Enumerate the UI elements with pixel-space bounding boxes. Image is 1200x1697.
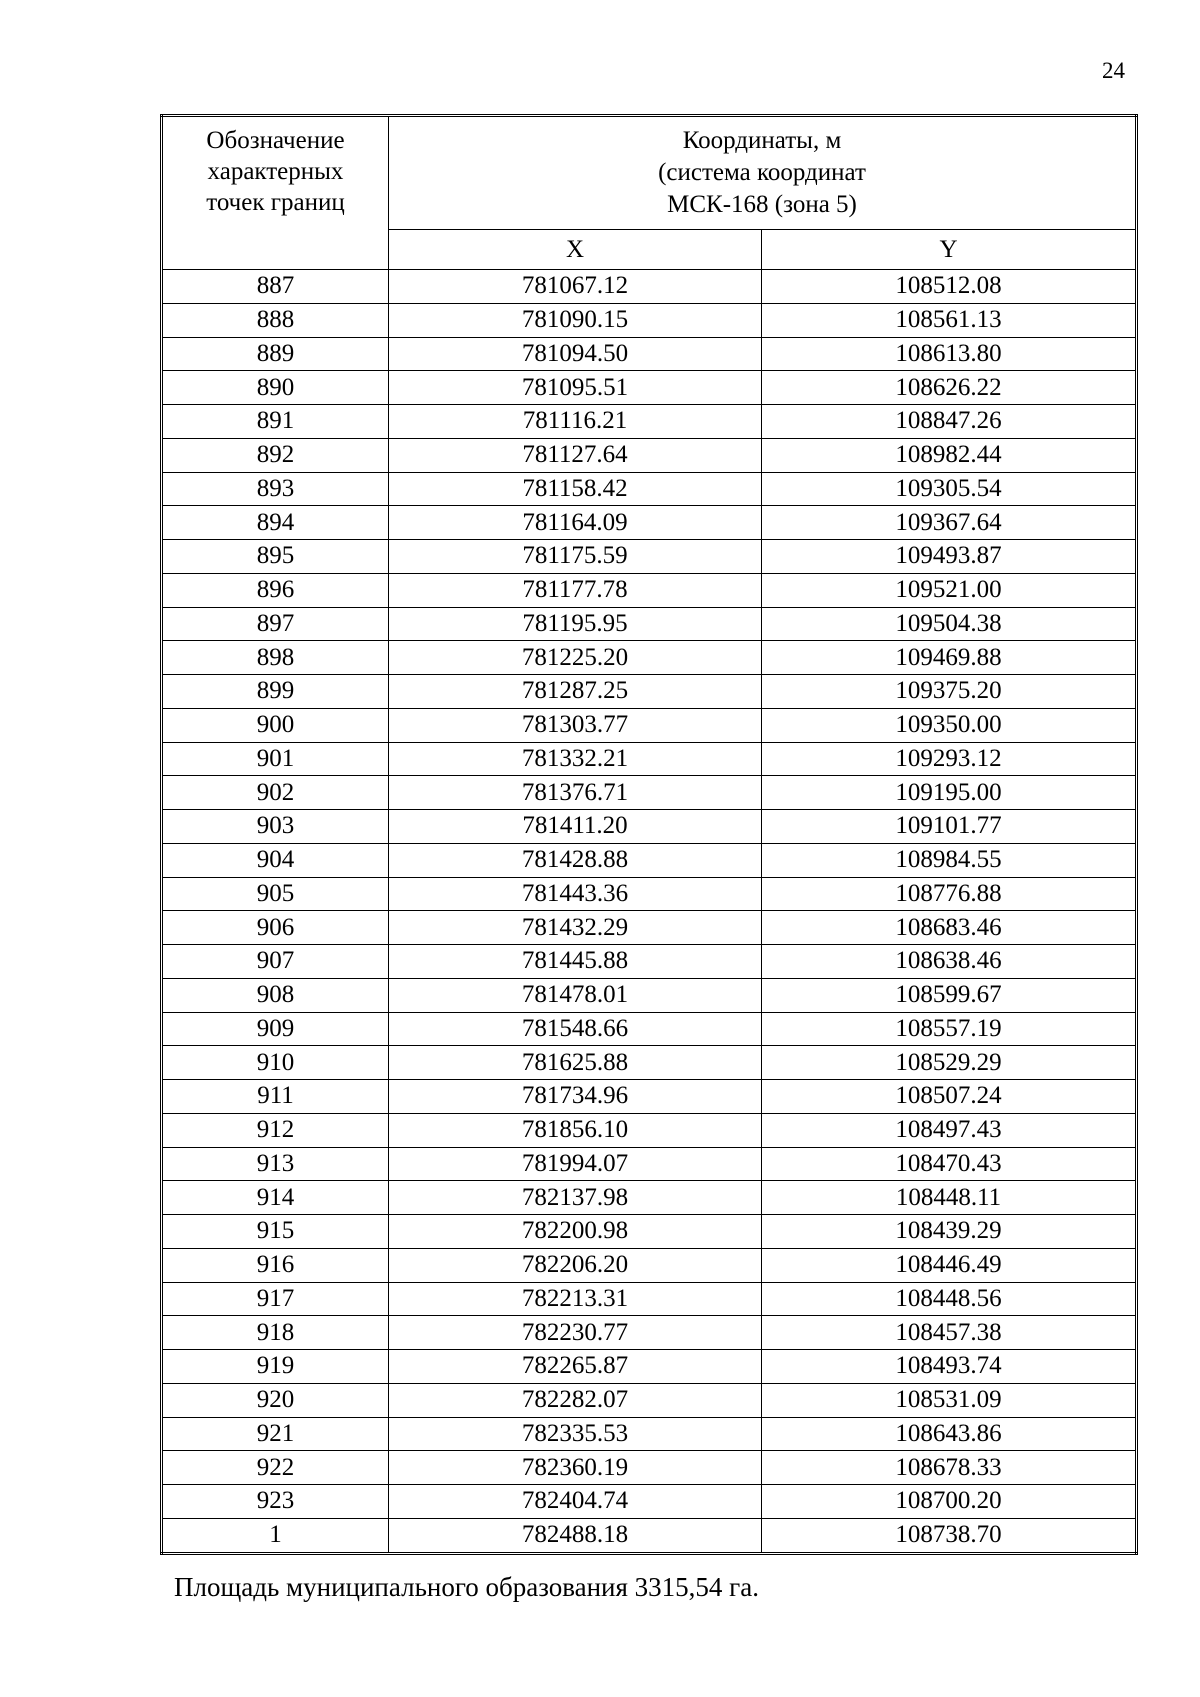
y-coordinate-cell: 108643.86 xyxy=(762,1417,1137,1451)
x-coordinate-cell: 782213.31 xyxy=(389,1282,762,1316)
y-coordinate-cell: 108497.43 xyxy=(762,1113,1137,1147)
table-row xyxy=(162,1451,1137,1485)
coordinates-header-line-3: МСК-168 (зона 5) xyxy=(667,191,857,218)
y-coordinate-cell: 108683.46 xyxy=(762,911,1137,945)
y-column-header: Y xyxy=(762,230,1137,270)
point-id-cell: 891 xyxy=(162,405,389,439)
y-coordinate-cell: 108638.46 xyxy=(762,945,1137,979)
table-header xyxy=(162,116,1137,270)
y-coordinate-cell: 108982.44 xyxy=(762,438,1137,472)
y-coordinate-cell: 109101.77 xyxy=(762,810,1137,844)
point-id-cell: 894 xyxy=(162,506,389,540)
point-id-cell: 916 xyxy=(162,1248,389,1282)
point-id-cell: 888 xyxy=(162,303,389,337)
table-row xyxy=(162,1485,1137,1519)
table-row xyxy=(162,1012,1137,1046)
coordinates-table xyxy=(160,114,1138,1555)
y-coordinate-cell: 108448.56 xyxy=(762,1282,1137,1316)
x-coordinate-cell: 781127.64 xyxy=(389,438,762,472)
point-label-line-1: Обозначение xyxy=(206,127,345,154)
table-row xyxy=(162,303,1137,337)
table-row xyxy=(162,405,1137,439)
point-id-cell: 918 xyxy=(162,1316,389,1350)
point-id-cell: 909 xyxy=(162,1012,389,1046)
point-id-cell: 903 xyxy=(162,810,389,844)
x-coordinate-cell: 781428.88 xyxy=(389,843,762,877)
x-coordinate-cell: 782200.98 xyxy=(389,1215,762,1249)
point-id-cell: 921 xyxy=(162,1417,389,1451)
point-id-cell: 902 xyxy=(162,776,389,810)
x-coordinate-cell: 781090.15 xyxy=(389,303,762,337)
point-id-cell: 914 xyxy=(162,1181,389,1215)
table-row xyxy=(162,472,1137,506)
x-coordinate-cell: 781376.71 xyxy=(389,776,762,810)
x-coordinate-cell: 782230.77 xyxy=(389,1316,762,1350)
x-coordinate-cell: 781548.66 xyxy=(389,1012,762,1046)
point-id-cell: 904 xyxy=(162,843,389,877)
point-id-cell: 892 xyxy=(162,438,389,472)
point-id-cell: 912 xyxy=(162,1113,389,1147)
x-coordinate-cell: 781303.77 xyxy=(389,708,762,742)
point-id-cell: 1 xyxy=(162,1518,389,1553)
table-row xyxy=(162,1316,1137,1350)
table-row xyxy=(162,607,1137,641)
point-id-cell: 898 xyxy=(162,641,389,675)
y-coordinate-cell: 108470.43 xyxy=(762,1147,1137,1181)
y-coordinate-cell: 108493.74 xyxy=(762,1350,1137,1384)
point-id-cell: 887 xyxy=(162,270,389,304)
table-row xyxy=(162,1080,1137,1114)
table-row xyxy=(162,1248,1137,1282)
x-coordinate-cell: 781095.51 xyxy=(389,371,762,405)
point-id-cell: 913 xyxy=(162,1147,389,1181)
y-coordinate-cell: 109521.00 xyxy=(762,573,1137,607)
point-id-cell: 899 xyxy=(162,675,389,709)
table-row xyxy=(162,810,1137,844)
point-label-header xyxy=(162,116,389,270)
table-row xyxy=(162,945,1137,979)
y-coordinate-cell: 109293.12 xyxy=(762,742,1137,776)
table-row xyxy=(162,978,1137,1012)
point-id-cell: 906 xyxy=(162,911,389,945)
point-id-cell: 922 xyxy=(162,1451,389,1485)
table-row xyxy=(162,742,1137,776)
y-coordinate-cell: 108776.88 xyxy=(762,877,1137,911)
page-number: 24 xyxy=(1102,58,1125,83)
x-coordinate-cell: 781332.21 xyxy=(389,742,762,776)
x-coordinate-cell: 781175.59 xyxy=(389,540,762,574)
y-coordinate-cell: 108626.22 xyxy=(762,371,1137,405)
point-id-cell: 915 xyxy=(162,1215,389,1249)
point-id-cell: 893 xyxy=(162,472,389,506)
table-row xyxy=(162,540,1137,574)
y-coordinate-cell: 108847.26 xyxy=(762,405,1137,439)
table-row xyxy=(162,911,1137,945)
point-id-cell: 900 xyxy=(162,708,389,742)
table-row xyxy=(162,1417,1137,1451)
y-coordinate-cell: 108446.49 xyxy=(762,1248,1137,1282)
point-id-cell: 911 xyxy=(162,1080,389,1114)
point-id-cell: 910 xyxy=(162,1046,389,1080)
table-row xyxy=(162,1046,1137,1080)
table-row xyxy=(162,573,1137,607)
x-coordinate-cell: 781225.20 xyxy=(389,641,762,675)
x-coordinate-cell: 781445.88 xyxy=(389,945,762,979)
x-coordinate-cell: 781195.95 xyxy=(389,607,762,641)
coordinates-header xyxy=(389,116,1137,230)
y-coordinate-cell: 109305.54 xyxy=(762,472,1137,506)
point-id-cell: 905 xyxy=(162,877,389,911)
table-row xyxy=(162,270,1137,304)
point-id-cell: 901 xyxy=(162,742,389,776)
y-coordinate-cell: 108531.09 xyxy=(762,1383,1137,1417)
x-coordinate-cell: 781158.42 xyxy=(389,472,762,506)
table-row xyxy=(162,506,1137,540)
point-id-cell: 923 xyxy=(162,1485,389,1519)
y-coordinate-cell: 109493.87 xyxy=(762,540,1137,574)
y-coordinate-cell: 108439.29 xyxy=(762,1215,1137,1249)
table-row xyxy=(162,1383,1137,1417)
x-coordinate-cell: 782265.87 xyxy=(389,1350,762,1384)
y-coordinate-cell: 108984.55 xyxy=(762,843,1137,877)
x-coordinate-cell: 782137.98 xyxy=(389,1181,762,1215)
x-coordinate-cell: 781478.01 xyxy=(389,978,762,1012)
area-note: Площадь муниципального образования 3315,54 га. xyxy=(174,1572,759,1602)
point-id-cell: 917 xyxy=(162,1282,389,1316)
x-coordinate-cell: 781164.09 xyxy=(389,506,762,540)
x-coordinate-cell: 782206.20 xyxy=(389,1248,762,1282)
y-coordinate-cell: 108613.80 xyxy=(762,337,1137,371)
y-coordinate-cell: 109504.38 xyxy=(762,607,1137,641)
x-coordinate-cell: 781287.25 xyxy=(389,675,762,709)
table-row xyxy=(162,1147,1137,1181)
y-coordinate-cell: 108448.11 xyxy=(762,1181,1137,1215)
x-coordinate-cell: 781856.10 xyxy=(389,1113,762,1147)
x-coordinate-cell: 781734.96 xyxy=(389,1080,762,1114)
y-coordinate-cell: 109195.00 xyxy=(762,776,1137,810)
table-row xyxy=(162,641,1137,675)
coordinates-header-line-1: Координаты, м xyxy=(682,127,842,154)
table-row xyxy=(162,1113,1137,1147)
y-coordinate-cell: 108529.29 xyxy=(762,1046,1137,1080)
point-id-cell: 897 xyxy=(162,607,389,641)
table-row xyxy=(162,675,1137,709)
x-coordinate-cell: 781116.21 xyxy=(389,405,762,439)
table-row xyxy=(162,337,1137,371)
x-coordinate-cell: 782488.18 xyxy=(389,1518,762,1553)
y-coordinate-cell: 108457.38 xyxy=(762,1316,1137,1350)
table-row xyxy=(162,371,1137,405)
point-label-line-2: характерных xyxy=(207,158,344,185)
table-row xyxy=(162,877,1137,911)
point-id-cell: 895 xyxy=(162,540,389,574)
y-coordinate-cell: 108738.70 xyxy=(762,1518,1137,1553)
coordinates-header-line-2: (система координат xyxy=(658,159,866,186)
x-coordinate-cell: 781177.78 xyxy=(389,573,762,607)
table-row xyxy=(162,776,1137,810)
table-body xyxy=(162,270,1137,1554)
table-row xyxy=(162,843,1137,877)
y-coordinate-cell: 108561.13 xyxy=(762,303,1137,337)
x-coordinate-cell: 781094.50 xyxy=(389,337,762,371)
point-label-line-3: точек границ xyxy=(206,189,345,216)
x-column-header: X xyxy=(389,230,762,270)
table-row xyxy=(162,1282,1137,1316)
y-coordinate-cell: 109469.88 xyxy=(762,641,1137,675)
point-id-cell: 908 xyxy=(162,978,389,1012)
table-row xyxy=(162,438,1137,472)
y-coordinate-cell: 109350.00 xyxy=(762,708,1137,742)
table-row xyxy=(162,708,1137,742)
x-coordinate-cell: 782282.07 xyxy=(389,1383,762,1417)
y-coordinate-cell: 108678.33 xyxy=(762,1451,1137,1485)
x-coordinate-cell: 781625.88 xyxy=(389,1046,762,1080)
y-coordinate-cell: 108557.19 xyxy=(762,1012,1137,1046)
table-row xyxy=(162,1518,1137,1553)
table-row xyxy=(162,1215,1137,1249)
point-id-cell: 896 xyxy=(162,573,389,607)
y-coordinate-cell: 109375.20 xyxy=(762,675,1137,709)
y-coordinate-cell: 108507.24 xyxy=(762,1080,1137,1114)
x-coordinate-cell: 782360.19 xyxy=(389,1451,762,1485)
table-row xyxy=(162,1181,1137,1215)
point-id-cell: 890 xyxy=(162,371,389,405)
point-id-cell: 907 xyxy=(162,945,389,979)
point-id-cell: 919 xyxy=(162,1350,389,1384)
y-coordinate-cell: 108700.20 xyxy=(762,1485,1137,1519)
x-coordinate-cell: 781067.12 xyxy=(389,270,762,304)
x-coordinate-cell: 781411.20 xyxy=(389,810,762,844)
x-coordinate-cell: 782335.53 xyxy=(389,1417,762,1451)
point-id-cell: 920 xyxy=(162,1383,389,1417)
x-coordinate-cell: 781443.36 xyxy=(389,877,762,911)
point-id-cell: 889 xyxy=(162,337,389,371)
y-coordinate-cell: 109367.64 xyxy=(762,506,1137,540)
x-coordinate-cell: 781994.07 xyxy=(389,1147,762,1181)
x-coordinate-cell: 781432.29 xyxy=(389,911,762,945)
x-coordinate-cell: 782404.74 xyxy=(389,1485,762,1519)
y-coordinate-cell: 108599.67 xyxy=(762,978,1137,1012)
table-row xyxy=(162,1350,1137,1384)
y-coordinate-cell: 108512.08 xyxy=(762,270,1137,304)
